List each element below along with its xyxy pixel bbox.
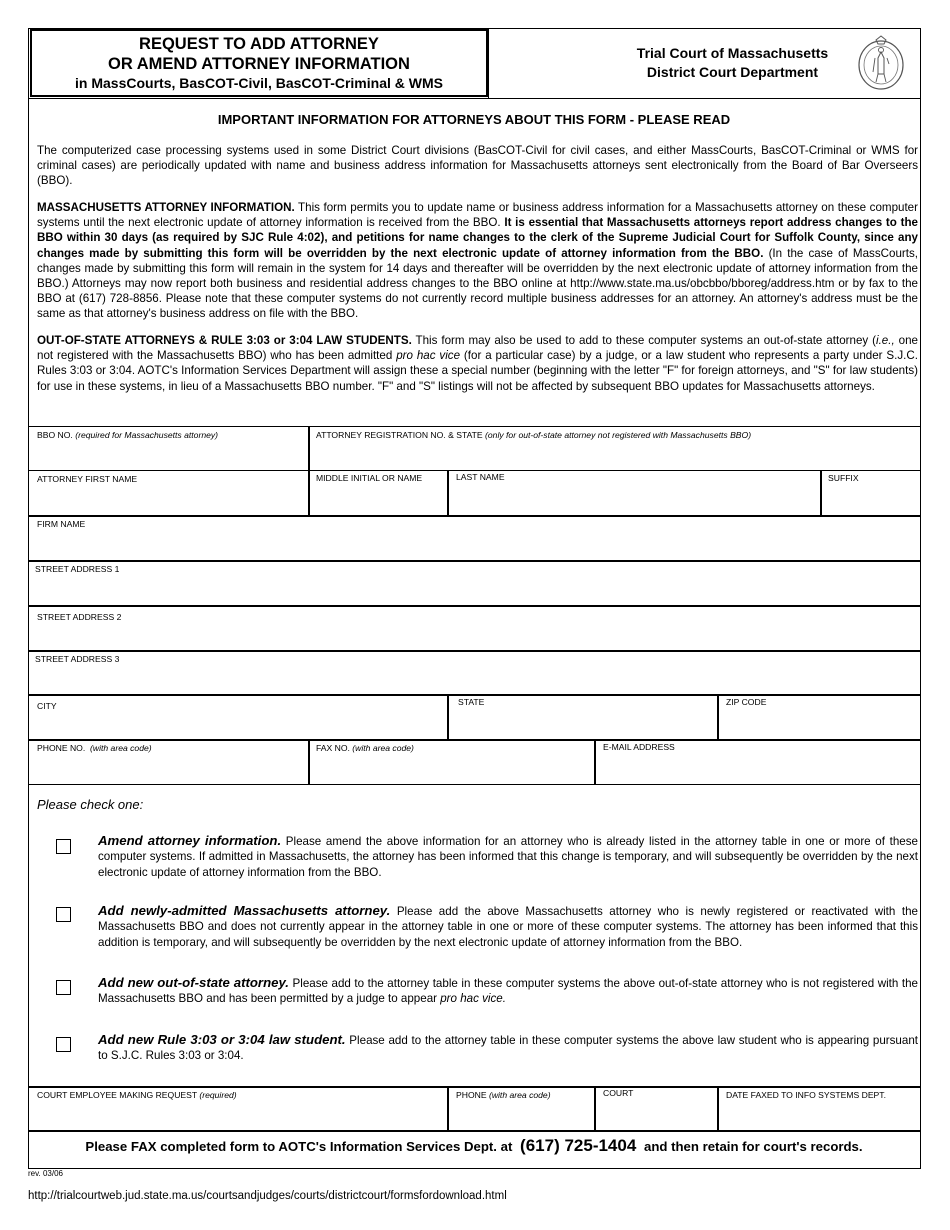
oos-section-text1: This form may also be used to add to these computer systems an out-of-state attorney (	[411, 334, 876, 347]
footer-divider	[594, 1086, 596, 1130]
ma-section-text2: (In the case of MassCourts, changes made by submitting this form will remain in the system for 14 days and thereafter will be overridden by the next electronic update of attorney information from the BBO.) Attorneys may now report both business and residential address changes to the BBO online at http://www.state.ma.us/obcbbo/bboreg/address.htm or by fax to the BBO at (617) 728-8856. Please note that these computer systems do not currently record multiple business addresses for an attorney. An attorney's address must be the same as that attorney's business address on file with the BBO.	[37, 246, 919, 321]
form-title-line3: in MassCourts, BasCOT-Civil, BasCOT-Criminal & WMS	[75, 75, 443, 91]
grid-rule	[28, 650, 921, 652]
grid-divider	[308, 739, 310, 784]
grid-rule	[28, 784, 921, 785]
oos-section-text2: one not registered with the Massachusetts BBO) who has been admitted	[37, 334, 918, 363]
form-title-box	[30, 29, 488, 97]
option-title: Add new out-of-state attorney.	[98, 975, 289, 990]
option-title: Amend attorney information.	[98, 833, 282, 848]
grid-rule	[28, 426, 921, 427]
bbo-number-field[interactable]	[37, 430, 218, 440]
court-line2: District Court Department	[646, 64, 819, 80]
fax-label: FAX NO.	[316, 743, 350, 753]
oos-section-ie: i.e.,	[876, 334, 895, 347]
form-title-line2: OR AMEND ATTORNEY INFORMATION	[108, 55, 410, 73]
add-ma-attorney-checkbox[interactable]	[56, 907, 71, 922]
add-law-student-option	[98, 1032, 918, 1064]
oos-section-phv: pro hac vice	[396, 349, 461, 363]
fax-note: (with area code)	[352, 743, 414, 753]
last-name-field[interactable]: LAST NAME	[456, 472, 505, 482]
option-text: Please amend the above information for an attorney who is already listed in the attorney table in one or more of these computer systems. If admitted in Massachusetts, the attorney has been informed that this change is temporary, and will subsequently be overridden by the next electronic update of attorney information from the BBO.	[98, 835, 918, 879]
grid-divider	[447, 694, 449, 739]
registration-number-label: ATTORNEY REGISTRATION NO. & STATE	[316, 430, 483, 440]
grid-rule	[28, 739, 921, 741]
court-employee-note: (required)	[199, 1090, 237, 1100]
add-oos-attorney-option	[98, 975, 918, 1007]
court-line1: Trial Court of Massachusetts	[636, 45, 829, 61]
phone-label: PHONE NO.	[37, 743, 86, 753]
option-text: Please add to the attorney table in these computer systems the above out-of-state attorney who is not registered with the Massachusetts BBO and has been permitted by a judge to appear	[98, 977, 918, 1006]
revision-date: rev. 03/06	[28, 1169, 63, 1178]
court-employee-field[interactable]	[37, 1090, 237, 1100]
court-name	[600, 44, 865, 82]
date-faxed-field[interactable]: DATE FAXED TO INFO SYSTEMS DEPT.	[726, 1090, 886, 1100]
phone-note: (with area code)	[90, 743, 152, 753]
footer-rule	[28, 1086, 921, 1088]
employee-phone-label: PHONE	[456, 1090, 487, 1100]
footer-divider	[717, 1086, 719, 1130]
fax-number: (617) 725-1404	[520, 1136, 637, 1155]
grid-divider	[717, 694, 719, 739]
header-bottom-rule	[28, 98, 921, 99]
city-field[interactable]: CITY	[37, 701, 57, 711]
footer-divider	[447, 1086, 449, 1130]
grid-rule	[28, 560, 921, 562]
street-address-2-field[interactable]: STREET ADDRESS 2	[37, 612, 122, 622]
bbo-number-note: (required for Massachusetts attorney)	[75, 430, 219, 440]
forms-url[interactable]: http://trialcourtweb.jud.state.ma.us/courtsandjudges/courts/districtcourt/formsfordownload.html	[28, 1190, 507, 1202]
street-address-3-field[interactable]: STREET ADDRESS 3	[35, 654, 120, 664]
employee-phone-field[interactable]	[456, 1090, 551, 1100]
grid-divider	[308, 426, 310, 515]
firm-name-field[interactable]: FIRM NAME	[37, 519, 86, 529]
grid-divider	[820, 470, 822, 515]
grid-divider	[594, 739, 596, 784]
add-law-student-checkbox[interactable]	[56, 1037, 71, 1052]
registration-number-note: (only for out-of-state attorney not registered with Massachusetts BBO)	[485, 430, 752, 440]
grid-rule	[28, 605, 921, 607]
court-employee-label: COURT EMPLOYEE MAKING REQUEST	[37, 1090, 197, 1100]
email-field[interactable]: E-MAIL ADDRESS	[603, 742, 675, 752]
option-tail: pro hac vice.	[440, 992, 506, 1006]
middle-name-field[interactable]: MIDDLE INITIAL OR NAME	[316, 473, 423, 483]
option-text: Please add to the attorney table in these computer systems the above law student who is appearing pursuant to S.J.C. Rules 3:03 or 3:04.	[98, 1034, 918, 1063]
grid-rule	[28, 515, 921, 517]
oos-section-lead: OUT-OF-STATE ATTORNEYS & RULE 3:03 or 3:04 LAW STUDENTS.	[37, 334, 412, 347]
add-ma-attorney-option	[98, 903, 918, 950]
fax-instruction	[30, 1136, 918, 1156]
intro-paragraph: The computerized case processing systems used in some District Court divisions (BasCOT-Civil for civil cases, and either MassCourts, BasCOT-Criminal or WMS for criminal cases) are periodically updated with name and business address information for Massachusetts attorneys sent electronically from the Board of Bar Overseers (BBO).	[37, 144, 918, 188]
ma-section-lead: MASSACHUSETTS ATTORNEY INFORMATION.	[37, 201, 295, 214]
form-title-line1: REQUEST TO ADD ATTORNEY	[139, 35, 379, 53]
grid-divider	[447, 470, 449, 515]
option-title: Add newly-admitted Massachusetts attorney.	[98, 903, 391, 918]
zip-code-field[interactable]: ZIP CODE	[726, 697, 767, 707]
amend-checkbox[interactable]	[56, 839, 71, 854]
first-name-field[interactable]: ATTORNEY FIRST NAME	[37, 474, 138, 484]
registration-number-field[interactable]	[316, 430, 751, 440]
ma-section-bold: It is essential that Massachusetts attorneys report address changes to the BBO within 30 days (as required by SJC Rule 4:02), and petitions for name changes to the clerk of the Supreme Judicial Court for Suffolk County, since any changes made by submitting this form will be overridden by the next electronic update of attorney information from the BBO.	[37, 216, 918, 260]
bbo-number-label: BBO NO.	[37, 430, 73, 440]
grid-rule	[28, 470, 921, 471]
employee-phone-note: (with area code)	[488, 1090, 551, 1100]
state-field[interactable]: STATE	[458, 697, 485, 707]
oos-section-text3: (for a particular case) by a judge, or a law student who represents a party under S.J.C. Rules 3:03 or 3:04. AOTC's Information Services Department will assign these a special number (beginning with the letter "F" for foreign attorneys, and "S" for law students) for use in these systems, in lieu of a Massachusetts BBO number. "F" and "S" listings will not be affected by subsequent BBO updates for Massachusetts attorneys.	[37, 349, 918, 393]
street-address-1-field[interactable]: STREET ADDRESS 1	[35, 564, 120, 574]
grid-rule	[28, 694, 921, 696]
amend-option	[98, 833, 918, 880]
phone-field[interactable]	[37, 743, 152, 753]
footer-rule	[28, 1130, 921, 1132]
add-oos-attorney-checkbox[interactable]	[56, 980, 71, 995]
ma-section-text1: This form permits you to update name or business address information for a Massachusetts attorney on these computer systems until the next electronic update of attorney information is received from the BBO.	[37, 201, 918, 230]
fax-instruction-before: Please FAX completed form to AOTC's Information Services Dept. at	[85, 1139, 513, 1154]
important-heading: IMPORTANT INFORMATION FOR ATTORNEYS ABOUT THIS FORM - PLEASE READ	[217, 112, 731, 127]
option-text: Please add the above Massachusetts attorney who is newly registered or reactivated with the Massachusetts BBO and does not currently appear in the attorney table in one or more of these computer systems. The attorney has been informed that this addition is temporary, and will subsequently be overridden by the next electronic update of attorney information from the BBO.	[98, 905, 918, 949]
option-title: Add new Rule 3:03 or 3:04 law student.	[98, 1032, 346, 1047]
fax-instruction-after: and then retain for court's records.	[643, 1139, 863, 1154]
oos-attorney-paragraph	[37, 333, 918, 394]
suffix-field[interactable]: SUFFIX	[828, 473, 859, 483]
check-heading: Please check one:	[37, 797, 144, 812]
header-divider	[488, 28, 489, 98]
fax-field[interactable]	[316, 743, 414, 753]
ma-attorney-paragraph	[37, 200, 918, 322]
court-field[interactable]: COURT	[603, 1088, 634, 1098]
massachusetts-seal-icon	[856, 34, 906, 92]
